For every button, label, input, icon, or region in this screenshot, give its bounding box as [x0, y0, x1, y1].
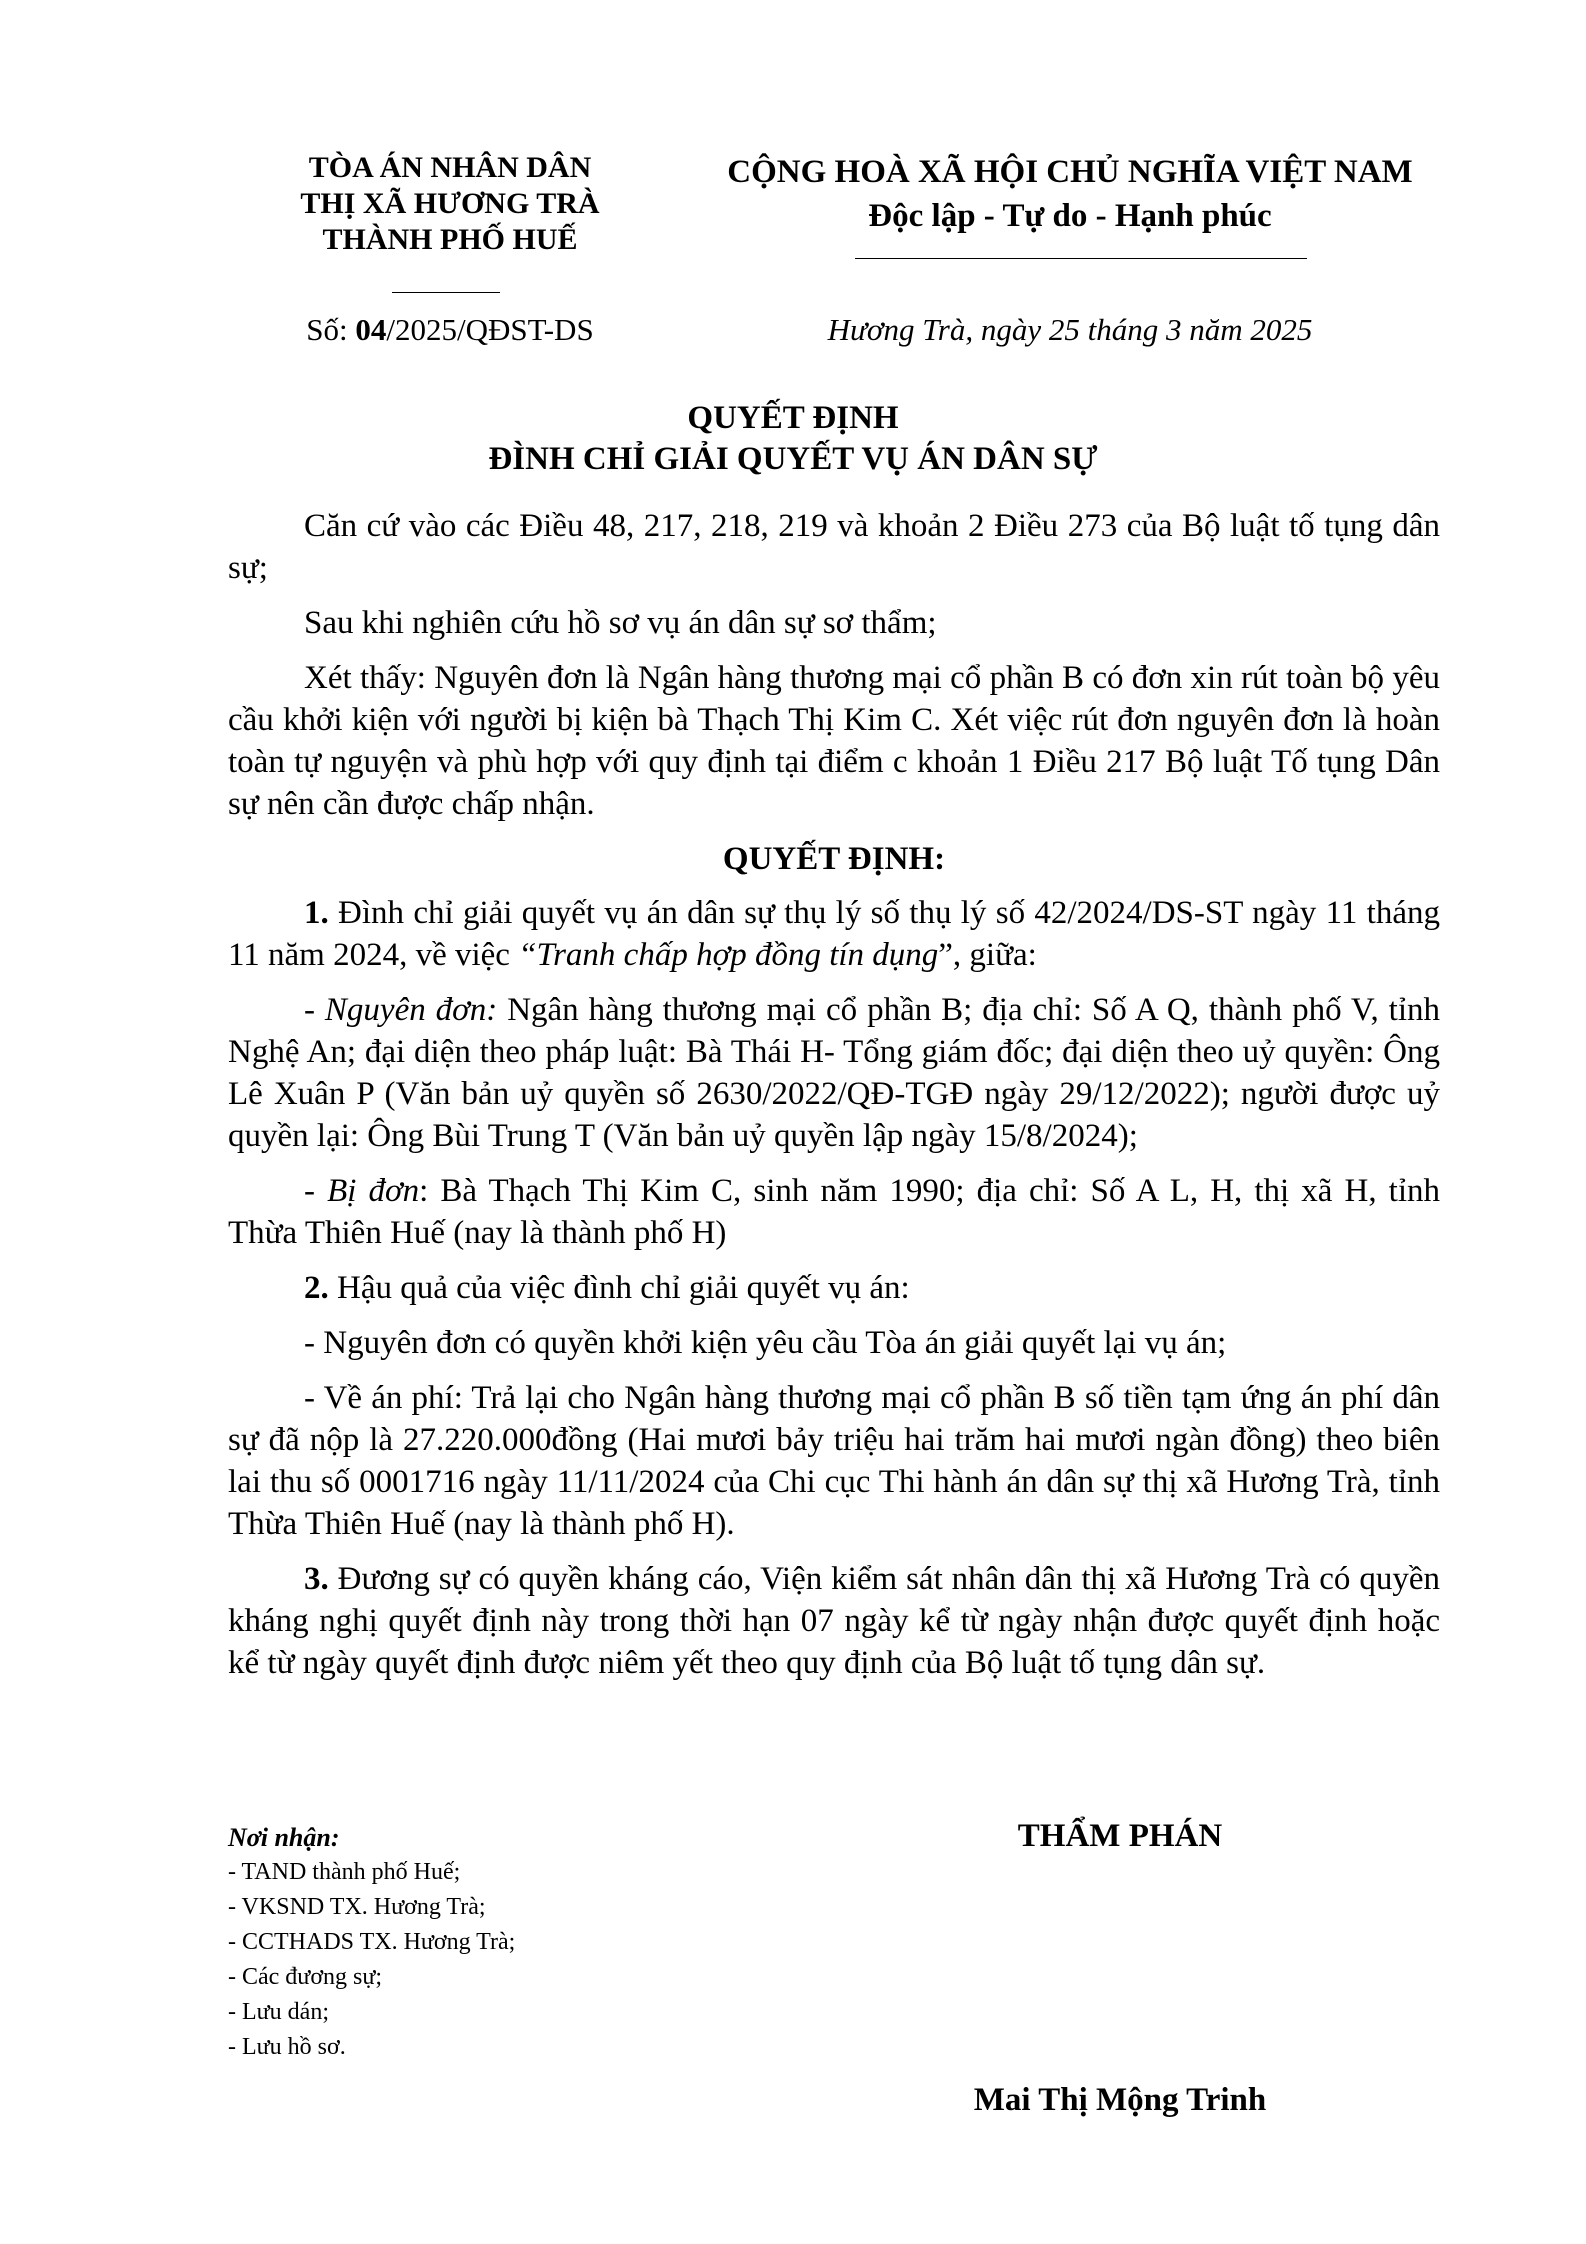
court-header [240, 150, 660, 258]
item-number: 2. [304, 1270, 329, 1306]
review-paragraph: Sau khi nghiên cứu hồ sơ vụ án dân sự sơ thẩm; [304, 605, 937, 641]
recipients-heading: Nơi nhận: [228, 1823, 340, 1852]
place-date: Hương Trà, ngày 25 tháng 3 năm 2025 [827, 312, 1313, 347]
decision-heading: QUYẾT ĐỊNH: [722, 841, 946, 877]
document-body [228, 505, 1440, 1697]
document-number-prefix: Số: [306, 312, 356, 347]
court-name-line1: TÒA ÁN NHÂN DÂN [308, 151, 592, 184]
consideration-paragraph: Xét thấy: Nguyên đơn là Ngân hàng thương mại cổ phần B có đơn xin rút toàn bộ yêu cầu khởi kiện với người bị kiện bà Thạch Thị Kim C. Xét việc rút đơn nguyên đơn là hoàn toàn tự nguyện và phù hợp với quy định tại điểm c khoản 1 Điều 217 Bộ luật Tố tụng Dân sự nên cần được chấp nhận. [228, 660, 1440, 822]
recipient-item: - Lưu hồ sơ. [228, 2034, 346, 2060]
national-header [690, 150, 1450, 238]
document-number [240, 312, 660, 348]
recipient-item: - Lưu dán; [228, 1999, 329, 2025]
defendant-label: Bị đơn [327, 1173, 420, 1209]
plaintiff-paragraph [228, 989, 1440, 1157]
dash: - [304, 992, 325, 1028]
item-text: Hậu quả của việc đình chỉ giải quyết vụ án: [328, 1270, 910, 1306]
defendant-paragraph [228, 1170, 1440, 1254]
item-text: Đình chỉ giải quyết vụ án dân sự thụ lý số thụ lý số 42/2024/DS-ST ngày 11 tháng 11 năm 2024, về việc [228, 895, 1440, 973]
decision-item-3 [228, 1558, 1440, 1684]
decision-item-1 [228, 892, 1440, 976]
item-number: 1. [304, 895, 329, 931]
national-header-divider [855, 258, 1307, 259]
recipient-item: - CCTHADS TX. Hương Trà; [228, 1929, 516, 1955]
document-number-value: 04 [355, 312, 387, 347]
signer-title: THẨM PHÁN [1017, 1818, 1223, 1854]
decision-item-2 [228, 1267, 1440, 1309]
recipient-item: - VKSND TX. Hương Trà; [228, 1894, 486, 1920]
recipient-item: - TAND thành phố Huế; [228, 1859, 461, 1885]
document-subtitle: ĐÌNH CHỈ GIẢI QUYẾT VỤ ÁN DÂN SỰ [488, 441, 1098, 477]
document-number-suffix: /2025/QĐST-DS [386, 312, 594, 347]
item-text: Đương sự có quyền kháng cáo, Viện kiểm sát nhân dân thị xã Hương Trà có quyền kháng nghị quyết định này trong thời hạn 07 ngày kể từ ngày nhận được quyết định hoặc kể từ ngày quyết định được niêm yết theo quy định của Bộ luật tố tụng dân sự. [228, 1561, 1440, 1681]
item-text: ”, giữa: [938, 937, 1037, 973]
court-name-line2: THỊ XÃ HƯƠNG TRÀ [300, 187, 600, 220]
national-title: CỘNG HOÀ XÃ HỘI CHỦ NGHĨA VIỆT NAM [727, 154, 1413, 190]
defendant-details: : Bà Thạch Thị Kim C, sinh năm 1990; địa chỉ: Số A L, H, thị xã H, tỉnh Thừa Thiên Huế (nay là thành phố H) [228, 1173, 1440, 1251]
court-name-line3: THÀNH PHỐ HUẾ [322, 223, 578, 256]
legal-basis-paragraph: Căn cứ vào các Điều 48, 217, 218, 219 và khoản 2 Điều 273 của Bộ luật tố tụng dân sự; [228, 508, 1440, 586]
item-number: 3. [304, 1561, 329, 1597]
plaintiff-details: Ngân hàng thương mại cổ phần B; địa chỉ: Số A Q, thành phố V, tỉnh Nghệ An; đại diện theo pháp luật: Bà Thái H- Tổng giám đốc; đại diện theo uỷ quyền: Ông Lê Xuân P (Văn bản uỷ quyền số 2630/2022/QĐ-TGĐ ngày 29/12/2022); người được uỷ quyền lại: Ông Bùi Trung T (Văn bản uỷ quyền lập ngày 15/8/2024); [228, 992, 1440, 1154]
case-type: “Tranh chấp hợp đồng tín dụng [518, 937, 939, 973]
signer-name: Mai Thị Mộng Trinh [973, 2082, 1267, 2118]
consequence-refile: - Nguyên đơn có quyền khởi kiện yêu cầu Tòa án giải quyết lại vụ án; [304, 1325, 1227, 1361]
plaintiff-label: Nguyên đơn: [324, 992, 498, 1028]
national-motto: Độc lập - Tự do - Hạnh phúc [868, 198, 1272, 234]
recipients-block [228, 1820, 828, 2065]
recipient-item: - Các đương sự; [228, 1964, 383, 1990]
document-title: QUYẾT ĐỊNH [687, 400, 899, 436]
court-header-divider [392, 292, 500, 293]
consequence-court-fee: - Về án phí: Trả lại cho Ngân hàng thương mại cổ phần B số tiền tạm ứng án phí dân sự đã nộp là 27.220.000đồng (Hai mươi bảy triệu hai trăm hai mươi ngàn đồng) theo biên lai thu số 0001716 ngày 11/11/2024 của Chi cục Thi hành án dân sự thị xã Hương Trà, tỉnh Thừa Thiên Huế (nay là thành phố H). [228, 1380, 1440, 1542]
recipients-list [228, 1855, 828, 2065]
dash: - [304, 1173, 328, 1209]
